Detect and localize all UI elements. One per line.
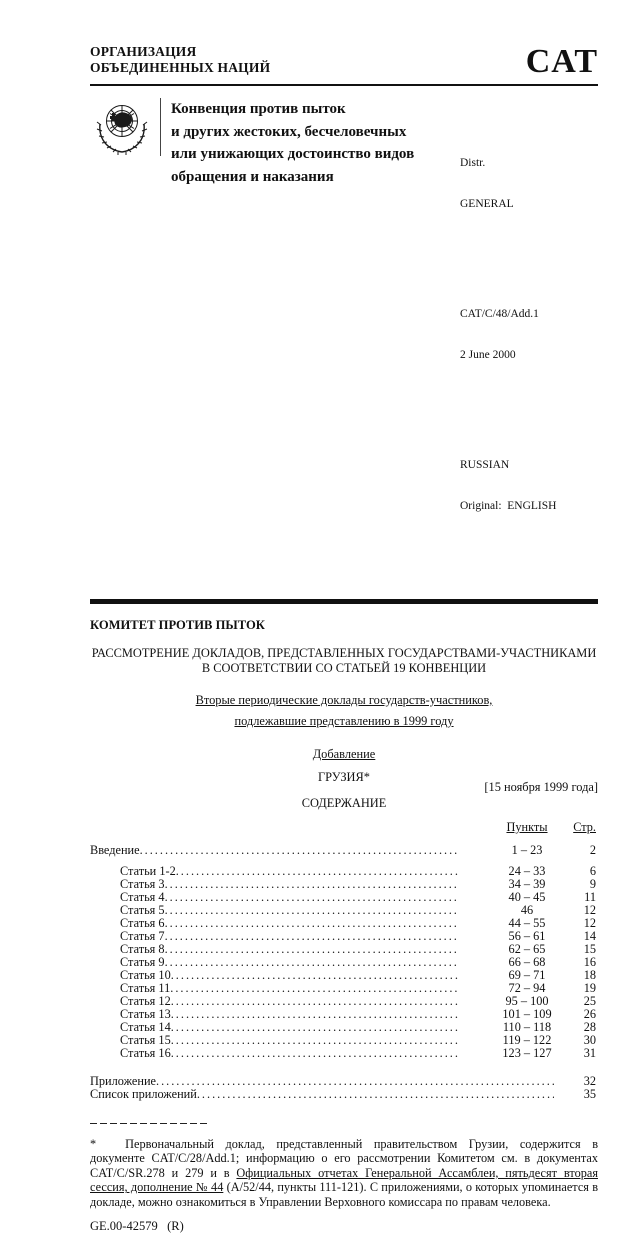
doc-original-language: Original: ENGLISH: [460, 499, 557, 512]
toc-row-intro: [90, 844, 598, 857]
toc-row: [90, 930, 598, 943]
toc-entry-paragraphs: 69 – 71: [508, 968, 546, 982]
dot-leader: [171, 1008, 458, 1021]
toc-entry-label: Статья 14: [120, 1021, 171, 1034]
dot-leader: [176, 865, 458, 878]
toc-entry-paragraphs: 40 – 45: [508, 890, 546, 904]
table-of-contents: [90, 820, 598, 1101]
dot-leader: [197, 1088, 554, 1101]
convention-title: [171, 98, 443, 583]
toc-entry-page: 32: [583, 1074, 596, 1088]
toc-entry-page: 25: [583, 994, 596, 1008]
doc-symbol: CAT: [525, 43, 598, 80]
toc-entry-paragraphs: 110 – 118: [502, 1020, 552, 1034]
toc-row: [90, 982, 598, 995]
toc-entry-page: 2: [589, 843, 596, 857]
toc-entry-paragraphs: 56 – 61: [508, 929, 546, 943]
convention-title-line2: и других жестоких, бесчеловечных: [171, 123, 407, 140]
toc-entry-page: 9: [589, 877, 596, 891]
toc-row: [90, 956, 598, 969]
toc-entry-paragraphs: 101 – 109: [502, 1007, 552, 1021]
toc-entry-label: Статья 9: [120, 956, 165, 969]
distr-group: [460, 130, 598, 238]
distr-value: GENERAL: [460, 197, 514, 210]
toc-row: [90, 1047, 598, 1060]
toc-entry-paragraphs: 123 – 127: [502, 1046, 552, 1060]
doc-language: RUSSIAN: [460, 459, 510, 471]
toc-row: [90, 917, 598, 930]
toc-entry-page: 16: [583, 955, 596, 969]
toc-header-paragraphs: Пункты: [506, 820, 548, 834]
contents-title: СОДЕРЖАНИЕ: [301, 796, 387, 810]
toc-row: [90, 969, 598, 982]
toc-entry-label: Статья 15: [120, 1034, 171, 1047]
doc-number-group: [460, 281, 598, 389]
toc-entry-label: Приложение: [90, 1075, 156, 1088]
dot-leader: [165, 956, 458, 969]
org-name-line2: ОБЪЕДИНЕННЫХ НАЦИЙ: [90, 60, 271, 75]
toc-entry-page: 35: [583, 1087, 596, 1101]
dot-leader: [171, 969, 458, 982]
top-header: [90, 43, 598, 80]
addendum-title: Добавление: [312, 747, 376, 761]
footnote-text-underlined: Официальных отчетах Генеральной Ассамблеи, пятьдесят вторая сессия, дополнение № 44: [90, 1165, 598, 1195]
toc-entry-label: Статья 10: [120, 969, 171, 982]
toc-entry-paragraphs: 119 – 122: [502, 1033, 552, 1047]
submission-date: [15 ноября 1999 года]: [484, 780, 598, 794]
toc-entry-page: 18: [583, 968, 596, 982]
toc-entry-paragraphs: 44 – 55: [508, 916, 546, 930]
toc-entry-label: Статья 4: [120, 891, 165, 904]
toc-row: [90, 1021, 598, 1034]
org-name-line1: ОРГАНИЗАЦИЯ: [90, 44, 197, 59]
header-rule: [90, 84, 598, 86]
report-heading-line1: РАССМОТРЕНИЕ ДОКЛАДОВ, ПРЕДСТАВЛЕННЫХ ГОСУДАРСТВАМИ-УЧАСТНИКАМИ: [91, 646, 597, 660]
toc-entry-paragraphs: 34 – 39: [508, 877, 546, 891]
report-subheading-line2: подлежавшие представлению в 1999 году: [234, 714, 454, 728]
convention-title-line4: обращения и наказания: [171, 168, 334, 185]
toc-annexes: [90, 1075, 598, 1101]
dot-leader: [165, 891, 458, 904]
convention-title-line1: Конвенция против пыток: [171, 101, 346, 117]
dot-leader: [165, 904, 458, 917]
dot-leader: [171, 1034, 458, 1047]
footnote-text-part1: Первоначальный доклад, представленный правительством Грузии, содержится в документе CAT/C/28/Add.1; информацию о его рассмотрении Комитетом см. в документах CAT/C/SR.278 и 279 и в: [90, 1137, 598, 1180]
footnote-separator: [90, 1123, 208, 1124]
toc-row: [90, 943, 598, 956]
footnote-marker: *: [90, 1137, 97, 1151]
toc-entry-page: 11: [584, 890, 596, 904]
convention-title-line3: или унижающих достоинство видов: [171, 146, 415, 162]
dot-leader: [140, 844, 458, 857]
dot-leader: [156, 1075, 554, 1088]
dot-leader: [165, 878, 458, 891]
toc-entry-label: Статья 16: [120, 1047, 171, 1060]
toc-entry-label: Статья 8: [120, 943, 165, 956]
toc-entry-label: Статья 6: [120, 917, 165, 930]
footnote: [90, 1137, 598, 1209]
toc-entry-paragraphs: 95 – 100: [505, 994, 549, 1008]
distr-label: Distr.: [460, 157, 486, 169]
toc-entry-page: 19: [583, 981, 596, 995]
toc-entry-label: Статья 3: [120, 878, 165, 891]
toc-entry-label: Статья 11: [120, 982, 171, 995]
toc-entry-page: 12: [583, 916, 596, 930]
toc-entry-paragraphs: 24 – 33: [508, 864, 546, 878]
report-heading: [90, 646, 598, 676]
footnote-text-part2: (A/52/44, пункты 111-121). С приложениями, о которых упоминается в докладе, можно ознакомиться в Управлении Верховного комиссара по правам человека.: [90, 1180, 598, 1209]
dot-leader: [165, 917, 458, 930]
toc-row: [90, 1075, 598, 1088]
org-name: [90, 44, 270, 76]
toc-entry-label: Статья 7: [120, 930, 165, 943]
dot-leader: [171, 1047, 458, 1060]
toc-entry-label: Введение: [90, 844, 140, 857]
toc-entry-paragraphs: 66 – 68: [508, 955, 546, 969]
toc-entry-page: 26: [583, 1007, 596, 1021]
toc-entry-label: Список приложений: [90, 1088, 197, 1101]
committee-title: КОМИТЕТ ПРОТИВ ПЫТОК: [90, 618, 265, 632]
dot-leader: [165, 930, 458, 943]
dot-leader: [165, 943, 458, 956]
country-title: ГРУЗИЯ*: [318, 770, 370, 784]
report-subheading-line1: Вторые периодические доклады государств-участников,: [195, 693, 493, 707]
dot-leader: [170, 982, 458, 995]
toc-entry-paragraphs: 72 – 94: [508, 981, 546, 995]
un-emblem-icon: [90, 98, 156, 583]
report-heading-line2: В СООТВЕТСТВИИ СО СТАТЬЕЙ 19 КОНВЕНЦИИ: [201, 661, 487, 675]
toc-entry-label: Статья 5: [120, 904, 165, 917]
toc-row: [90, 1008, 598, 1021]
toc-articles: [90, 865, 598, 1060]
masthead: [90, 98, 598, 583]
toc-entry-paragraphs: 62 – 65: [508, 942, 546, 956]
toc-entry-paragraphs: 46: [520, 903, 534, 917]
dot-leader: [171, 1021, 458, 1034]
toc-entry-label: Статья 12: [120, 995, 171, 1008]
toc-row: [90, 904, 598, 917]
toc-row: [90, 995, 598, 1008]
section-bar: [90, 599, 598, 604]
language-group: [460, 432, 598, 540]
toc-entry-page: 12: [583, 903, 596, 917]
toc-entry-page: 6: [589, 864, 596, 878]
toc-header-row: [90, 820, 598, 835]
toc-row: [90, 1088, 598, 1101]
toc-entry-label: Статья 13: [120, 1008, 171, 1021]
report-subheading: [90, 690, 598, 732]
toc-header-page: Стр.: [573, 820, 596, 834]
toc-entry-page: 31: [583, 1046, 596, 1060]
distribution-info: [460, 98, 598, 583]
toc-entry-page: 15: [583, 942, 596, 956]
doc-number: CAT/C/48/Add.1: [460, 308, 539, 320]
toc-entry-page: 28: [583, 1020, 596, 1034]
doc-date: 2 June 2000: [460, 348, 516, 361]
toc-entry-page: 14: [583, 929, 596, 943]
addendum-block: [90, 747, 598, 811]
dot-leader: [171, 995, 458, 1008]
toc-row: [90, 1034, 598, 1047]
ge-distribution-number: GE.00-42579 (R): [90, 1219, 184, 1234]
toc-entry-page: 30: [583, 1033, 596, 1047]
toc-entry-paragraphs: 1 – 23: [511, 843, 543, 857]
toc-entry-label: Статьи 1-2: [120, 865, 176, 878]
emblem-divider: [160, 98, 161, 156]
